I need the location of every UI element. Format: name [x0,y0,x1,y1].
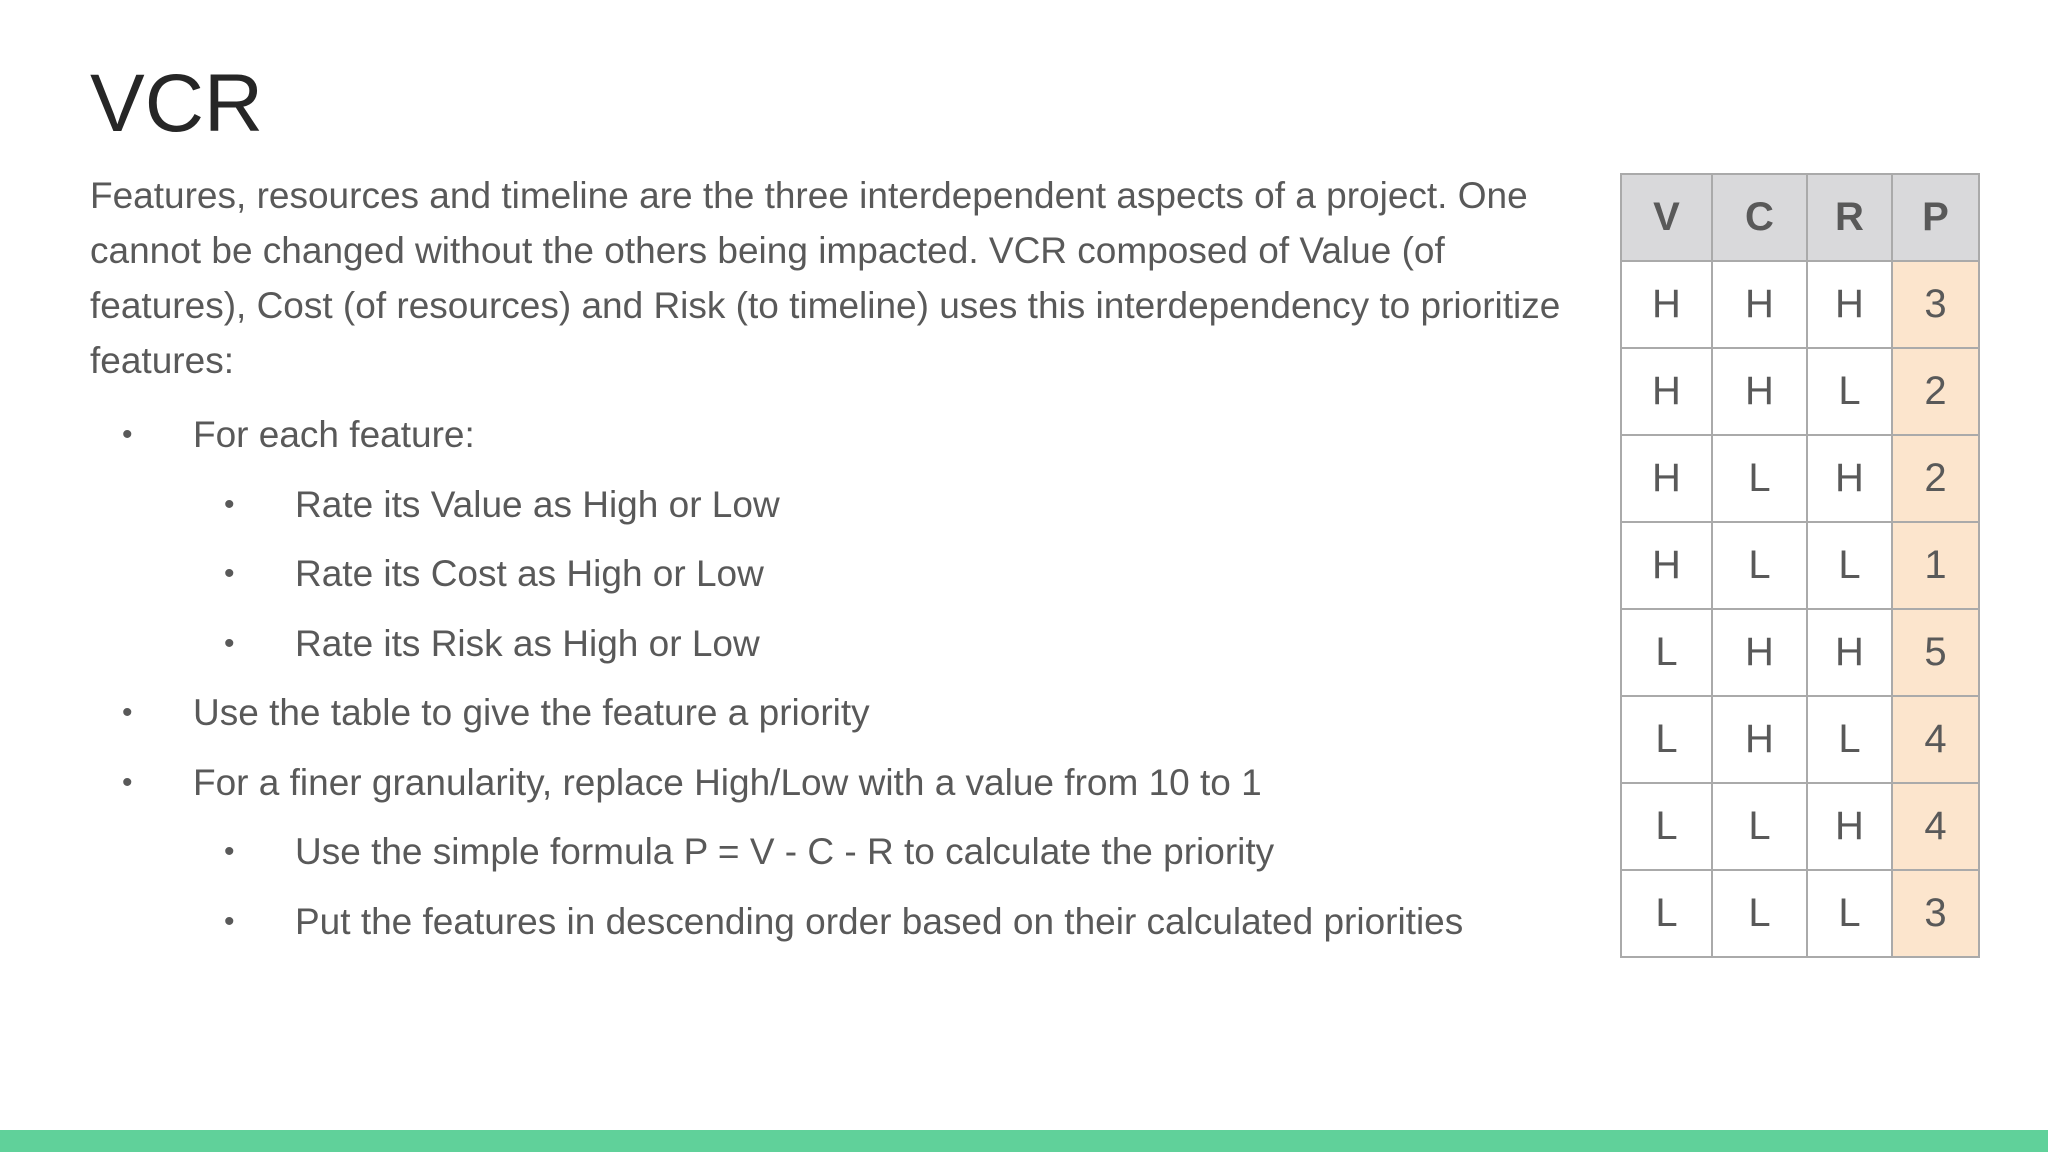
value-cell: H [1621,261,1712,348]
bullet-dot: • [122,765,133,799]
cost-cell: H [1712,609,1807,696]
bullet-list [90,405,1590,961]
cost-cell: H [1712,696,1807,783]
footer-accent-bar [0,1130,2048,1152]
value-cell: L [1621,609,1712,696]
table-row [1621,261,1979,348]
header-value: V [1621,174,1712,261]
priority-cell: 3 [1892,261,1979,348]
header-risk: R [1807,174,1892,261]
bullet-item [90,405,1590,475]
sub-bullet-item [90,892,1590,962]
value-cell: L [1621,696,1712,783]
slide-title: VCR [90,58,264,149]
sub-bullet-item [90,475,1590,545]
bullet-text: Use the table to give the feature a priority [193,692,870,733]
cost-cell: L [1712,870,1807,957]
bullet-text: Rate its Risk as High or Low [295,622,760,664]
bullet-text: Rate its Value as High or Low [295,483,780,525]
cost-cell: L [1712,522,1807,609]
risk-cell: L [1807,522,1892,609]
value-cell: H [1621,348,1712,435]
table-row [1621,696,1979,783]
value-cell: H [1621,522,1712,609]
bullet-item [90,683,1590,753]
sub-bullet-item [90,822,1590,892]
table-row [1621,783,1979,870]
cost-cell: H [1712,261,1807,348]
vcr-priority-table [1620,173,1980,958]
priority-cell: 5 [1892,609,1979,696]
priority-cell: 1 [1892,522,1979,609]
bullet-dot: • [224,904,235,938]
cost-cell: L [1712,783,1807,870]
bullet-dot: • [122,418,133,451]
header-cost: C [1712,174,1807,261]
bullet-text: Put the features in descending order based on their calculated priorities [295,900,1464,942]
value-cell: H [1621,435,1712,522]
sub-bullet-item [90,544,1590,614]
priority-cell: 4 [1892,783,1979,870]
bullet-dot: • [122,696,133,729]
risk-cell: H [1807,783,1892,870]
risk-cell: L [1807,696,1892,783]
table-row [1621,348,1979,435]
priority-cell: 2 [1892,435,1979,522]
bullet-dot: • [224,487,235,521]
risk-cell: L [1807,870,1892,957]
bullet-text: For a finer granularity, replace High/Low with a value from 10 to 1 [193,761,1262,803]
intro-paragraph: Features, resources and timeline are the three interdependent aspects of a project. One cannot be changed without the others being impacted. VCR composed of Value (of features), Cost (of resources) and Risk (to timeline) uses this interdependency to prioritize features: [90,175,1561,381]
priority-cell: 4 [1892,696,1979,783]
table-header-row [1621,174,1979,261]
header-priority: P [1892,174,1979,261]
risk-cell: H [1807,435,1892,522]
table-row [1621,522,1979,609]
value-cell: L [1621,783,1712,870]
bullet-dot: • [224,835,235,868]
risk-cell: L [1807,348,1892,435]
bullet-text: Rate its Cost as High or Low [295,553,764,594]
risk-cell: H [1807,261,1892,348]
bullet-dot: • [224,557,235,590]
table-row [1621,609,1979,696]
table-row [1621,870,1979,957]
sub-bullet-item [90,614,1590,684]
value-cell: L [1621,870,1712,957]
risk-cell: H [1807,609,1892,696]
table-row [1621,435,1979,522]
bullet-item [90,753,1590,823]
priority-cell: 2 [1892,348,1979,435]
priority-cell: 3 [1892,870,1979,957]
bullet-text: Use the simple formula P = V - C - R to calculate the priority [295,831,1275,872]
cost-cell: L [1712,435,1807,522]
bullet-text: For each feature: [193,414,475,455]
bullet-dot: • [224,626,235,660]
cost-cell: H [1712,348,1807,435]
